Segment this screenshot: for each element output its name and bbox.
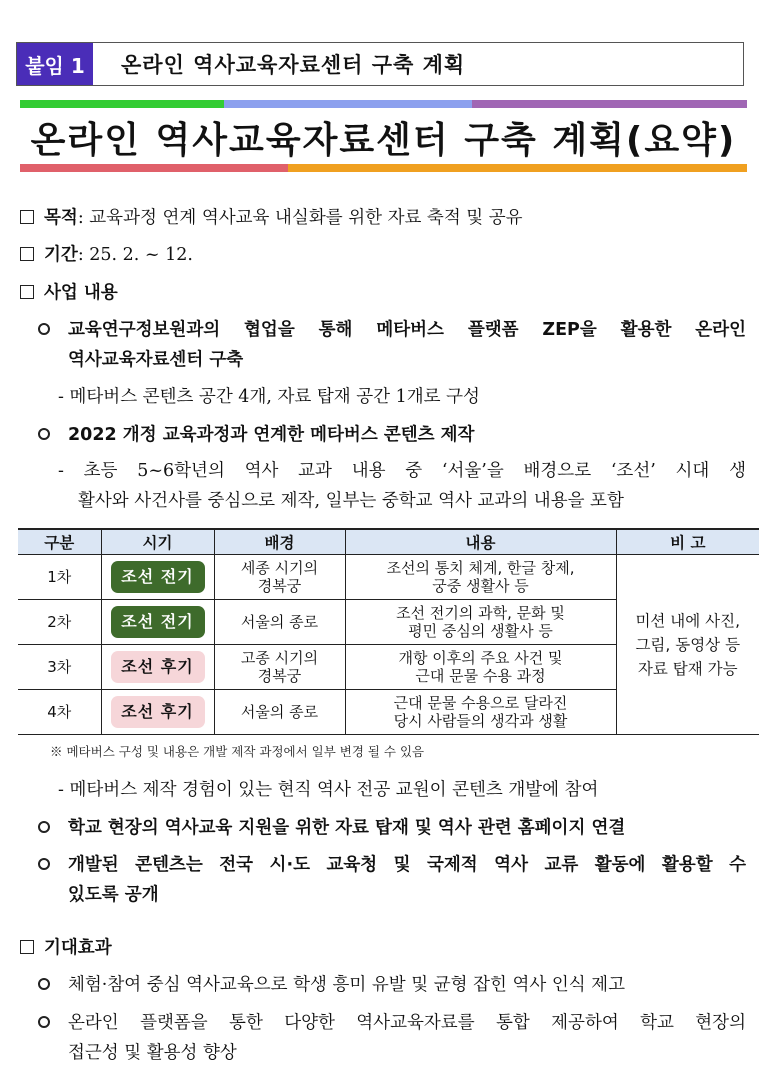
era-badge: 조선 전기 xyxy=(111,561,205,593)
content-line: 평민 중심의 생활사 등 xyxy=(408,622,553,640)
business-item-4-cont-text: 있도록 공개 xyxy=(68,885,159,905)
table-note: ※ 메타버스 구성 및 내용은 개발 제작 과정에서 일부 변경 될 수 있음 xyxy=(50,744,425,759)
era-badge: 조선 후기 xyxy=(111,651,205,683)
circle-bullet-icon xyxy=(38,821,50,833)
row-number: 2차 xyxy=(18,600,101,645)
main-title: 온라인 역사교육자료센터 구축 계획(요약) xyxy=(30,120,737,161)
header-remark: 비 고 xyxy=(616,529,759,555)
top-stripe-green xyxy=(20,100,224,108)
business-item-3 xyxy=(38,814,625,839)
circle-bullet-icon xyxy=(38,323,50,335)
purpose-label: 목적 xyxy=(44,208,78,228)
business-item-1-sub: - 메타버스 콘텐츠 공간 4개, 자료 탑재 공간 1개로 구성 xyxy=(58,387,480,407)
business-item-3-text: 학교 현장의 역사교육 지원을 위한 자료 탑재 및 역사 관련 홈페이지 연결 xyxy=(68,818,626,838)
header-background: 배경 xyxy=(214,529,345,555)
background-line: 경복궁 xyxy=(257,667,302,685)
background-line: 세종 시기의 xyxy=(240,559,319,577)
checkbox-square-icon xyxy=(20,210,34,224)
circle-bullet-icon xyxy=(38,1016,50,1028)
content-line: 조선 전기의 과학, 문화 및 xyxy=(396,604,565,622)
era-cell xyxy=(101,600,214,645)
effect-item-1 xyxy=(38,971,625,996)
business-item-2 xyxy=(38,421,474,446)
business-item-1-text: 교육연구정보원과의 협업을 통해 메타버스 플랫폼 ZEP을 활용한 온라인 xyxy=(68,320,746,340)
top-stripe-purple xyxy=(472,100,747,108)
remark-line: 미션 내에 사진, xyxy=(635,611,741,630)
circle-bullet-icon xyxy=(38,428,50,440)
content-cell xyxy=(345,600,616,645)
business-item-4-text: 개발된 콘텐츠는 전국 시·도 교육청 및 국제적 역사 교류 활동에 활용할 수 xyxy=(68,855,746,875)
effect-item-1-text: 체험·참여 중심 역사교육으로 학생 흥미 유발 및 균형 잡힌 역사 인식 제고 xyxy=(68,975,625,995)
business-item-4-cont xyxy=(68,881,159,906)
circle-bullet-icon xyxy=(38,858,50,870)
effect-item-2-cont: 접근성 및 활용성 향상 xyxy=(68,1043,237,1063)
effects-heading-text: 기대효과 xyxy=(44,938,112,958)
business-item-2-sub-cont: 활사와 사건사를 중심으로 제작, 일부는 중학교 역사 교과의 내용을 포함 xyxy=(78,491,624,511)
era-cell xyxy=(101,645,214,690)
table-row xyxy=(18,555,759,600)
business-item-2-text: 2022 개정 교육과정과 연계한 메타버스 콘텐츠 제작 xyxy=(68,425,475,445)
content-line: 당시 사람들의 생각과 생활 xyxy=(393,712,568,730)
period-line xyxy=(20,241,193,266)
business-item-4 xyxy=(38,851,746,876)
circle-bullet-icon xyxy=(38,978,50,990)
attachment-title: 온라인 역사교육자료센터 구축 계획 xyxy=(121,53,466,77)
business-item-2-sub: - 초등 5~6학년의 역사 교과 내용 중 ‘서울’을 배경으로 ‘조선’ 시대 생 xyxy=(58,461,746,481)
era-badge: 조선 전기 xyxy=(111,606,205,638)
table-header-row xyxy=(18,529,759,555)
background-line: 서울의 종로 xyxy=(240,703,319,721)
effect-item-2-text: 온라인 플랫폼을 통한 다양한 역사교육자료를 통합 제공하여 학교 현장의 xyxy=(68,1013,746,1033)
business-heading xyxy=(20,279,118,304)
header-category: 구분 xyxy=(18,529,101,555)
attachment-tag: 붙임 1 xyxy=(17,43,93,85)
remark-line: 자료 탑재 가능 xyxy=(637,659,738,678)
checkbox-square-icon xyxy=(20,247,34,261)
top-stripe-blue xyxy=(224,100,472,108)
period-label: 기간 xyxy=(44,245,78,265)
background-line: 경복궁 xyxy=(257,577,302,595)
background-line: 고종 시기의 xyxy=(240,649,319,667)
header-content: 내용 xyxy=(345,529,616,555)
checkbox-square-icon xyxy=(20,285,34,299)
era-cell xyxy=(101,555,214,600)
header-period: 시기 xyxy=(101,529,214,555)
background-line: 서울의 종로 xyxy=(240,613,319,631)
content-plan-table xyxy=(18,528,759,735)
row-number: 4차 xyxy=(18,690,101,735)
content-line: 근대 문물 수용으로 달라진 xyxy=(393,694,568,712)
background-cell xyxy=(214,600,345,645)
content-line: 조선의 통치 체계, 한글 창제, xyxy=(386,559,575,577)
purpose-line xyxy=(20,204,523,229)
content-cell xyxy=(345,690,616,735)
background-cell xyxy=(214,690,345,735)
content-cell xyxy=(345,645,616,690)
business-item-1 xyxy=(38,316,746,341)
background-cell xyxy=(214,645,345,690)
effects-heading xyxy=(20,934,112,959)
row-number: 3차 xyxy=(18,645,101,690)
effect-item-2 xyxy=(38,1009,746,1034)
purpose-text: : 교육과정 연계 역사교육 내실화를 위한 자료 축적 및 공유 xyxy=(77,208,523,228)
bottom-stripe-orange xyxy=(288,164,747,172)
row-number: 1차 xyxy=(18,555,101,600)
business-item-1-cont xyxy=(68,346,243,371)
era-badge: 조선 후기 xyxy=(111,696,205,728)
remark-cell xyxy=(616,555,759,735)
teacher-sub: - 메타버스 제작 경험이 있는 현직 역사 전공 교원이 콘텐츠 개발에 참여 xyxy=(58,780,599,800)
attachment-header xyxy=(16,42,744,86)
remark-line: 그림, 동영상 등 xyxy=(635,635,741,654)
content-line: 개항 이후의 주요 사건 및 xyxy=(398,649,563,667)
content-line: 근대 문물 수용 과정 xyxy=(415,667,546,685)
business-item-1-cont-text: 역사교육자료센터 구축 xyxy=(68,350,244,370)
era-cell xyxy=(101,690,214,735)
business-heading-text: 사업 내용 xyxy=(44,283,118,303)
bottom-stripe-red xyxy=(20,164,288,172)
content-cell xyxy=(345,555,616,600)
content-line: 궁중 생활사 등 xyxy=(432,577,529,595)
period-text: : 25. 2. ~ 12. xyxy=(77,245,193,265)
checkbox-square-icon xyxy=(20,940,34,954)
background-cell xyxy=(214,555,345,600)
